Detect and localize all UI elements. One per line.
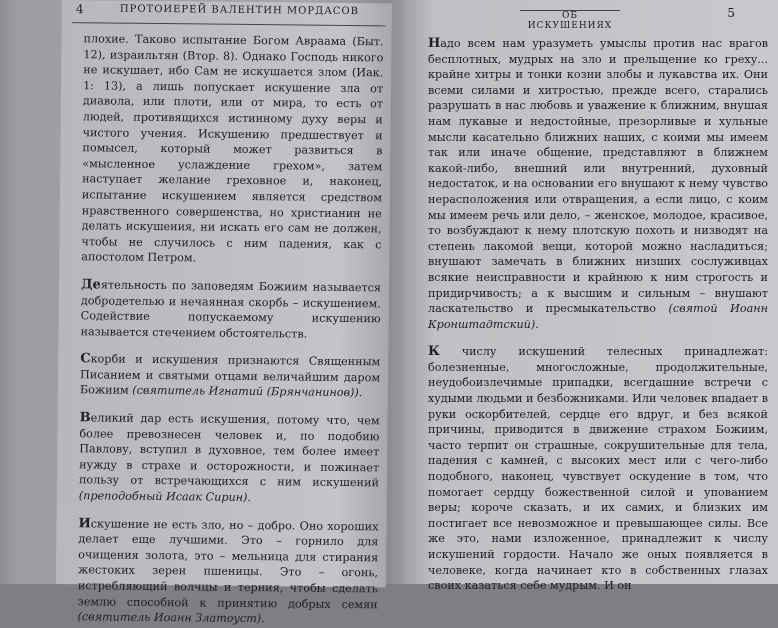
- paragraph-text: ятельность по заповедям Божиим называется добродетелью и нечаянная скорбь – искушением. Содействие попускаемому искушению называется стечением обстоятельств.: [80, 278, 381, 340]
- page-number: 5: [727, 6, 736, 20]
- paragraph-text: еликий дар есть искушения, потому что, чем более превознесен человек и, по подобию Павлову, вступил в духовное, тем более имеет нужду в страхе и осторожности, и пожинает пользу от встречающихся с ним искушений: [79, 411, 380, 489]
- paragraph-text: плохие. Таково испытание Богом Авраама (Быт. 12), израильтян (Втор. 8). Однако Господь никого не искушает, ибо Сам не искушается злом (Иак. 1: 13), а лишь попускает искушение зла от диавола, или плоти, или от мира, то есть от людей, противящихся истинному духу веры и чистого учения. Искушению предшествует и помысел, который может развиться в «мысленное услаждение грехом», затем наступает желание греховное и, наконец, испытание искушением является средством нравственного совершенства, но христианин не делать искушения, ни искать его сам не должен, чтобы не случилось с ним падения, как с апостолом Петром.: [81, 32, 383, 265]
- paragraph-text: скушение не есть зло, но – добро. Оно хороших делает еще лучшими. Это – горнило для очищения золота, это – мельница для стирания жестоких зерен пшеницы. Это – огонь, истребляющий волчцы и терния, чтобы сделать землю способной к принятию добрых семян: [78, 517, 379, 611]
- drop-cap: С: [80, 351, 91, 366]
- right-page-text: [404, 22, 778, 594]
- paragraph-text: адо всем нам уразуметь умыслы против нас врагов бесплотных, мудрых на зло и прельщение ко греху... крайне хитры и тонки козни злобы и лукавства их. Они всеми силами и хитростью, прежде всего, старались разрушать в нас любовь и уважение к ближним, внушая нам лукавые и недостойные, презорливые и хульные мысли касательно ближних наших, с коими мы имеем так или иначе общение, представляют в ближнем какой-либо, внешний или внутренний, духовный недостаток, и на основании его внушают к нему чувство нерасположения или отвращения, а если лицо, с коим мы имеем речь или дело, – женское, молодое, красивое, то возбуждают к нему плотскую похоть и низводят на степень лакомой вещи, которой можно насладиться; внушают замечать в ближних низших сослуживцах всякие неисправности и крайнюю к ним строгость и придирчивость; а к высшим и сильным – внушают ласкательство и пресмыкательство: [428, 37, 768, 315]
- citation: (святитель Игнатий (Брянчанинов)).: [132, 384, 362, 399]
- left-page-header: [72, 0, 386, 26]
- drop-cap: К: [428, 344, 440, 359]
- right-page-header: [424, 0, 772, 22]
- paragraph: [79, 410, 380, 507]
- running-head: ПРОТОИЕРЕЙ ВАЛЕНТИН МОРДАСОВ: [120, 4, 359, 18]
- right-page: [404, 0, 778, 584]
- paragraph-text: числу искушений телесных принадлежат: болезненные, многосложные, продолжительные, неудобоизлечимые припадки, всегдашние встречи с худыми людьми и безбожниками. Или человек впадает в руки оскорбителей, сердце его вдруг, и без всякой причины, приводится в движение страхом Божиим, часто терпит он страшные, сокрушительные для тела, падения с камней, с высоких мест или с чего-либо подобного, наконец, чувствует оскудение в том, что помогает сердцу божественной силой и упованием веры; короче сказать, и их самих, и близких им постигает все невозможное и превышающее силы. Все же это, нами изложенное, принадлежит к числу искушений гордости. Начало же оных появляется в человеке, когда начинает кто в собственных глазах своих казаться себе мудрым. И он: [428, 345, 768, 592]
- paragraph: [77, 516, 378, 628]
- page-number: 4: [76, 2, 85, 16]
- citation: (преподобный Исаак Сирин).: [79, 489, 251, 504]
- left-page: [56, 0, 392, 587]
- drop-cap: И: [78, 516, 90, 531]
- citation: (святой Иоанн Кронштадтский).: [428, 302, 768, 331]
- paragraph: [80, 277, 381, 343]
- paragraph: [428, 36, 768, 332]
- left-page-text: [55, 23, 391, 628]
- citation: (святитель Иоанн Златоуст).: [77, 610, 264, 625]
- paragraph: [81, 31, 383, 268]
- drop-cap: В: [80, 410, 91, 425]
- paragraph: [80, 351, 380, 401]
- drop-cap: Н: [428, 36, 440, 51]
- paragraph: [428, 344, 768, 594]
- running-head: ОБ ИСКУШЕНИЯХ: [520, 10, 620, 31]
- paragraph-text: корби и искушения признаются Священным Писанием и святыми отцами величайшим даром Божиим: [80, 353, 380, 398]
- drop-cap: Де: [81, 277, 101, 292]
